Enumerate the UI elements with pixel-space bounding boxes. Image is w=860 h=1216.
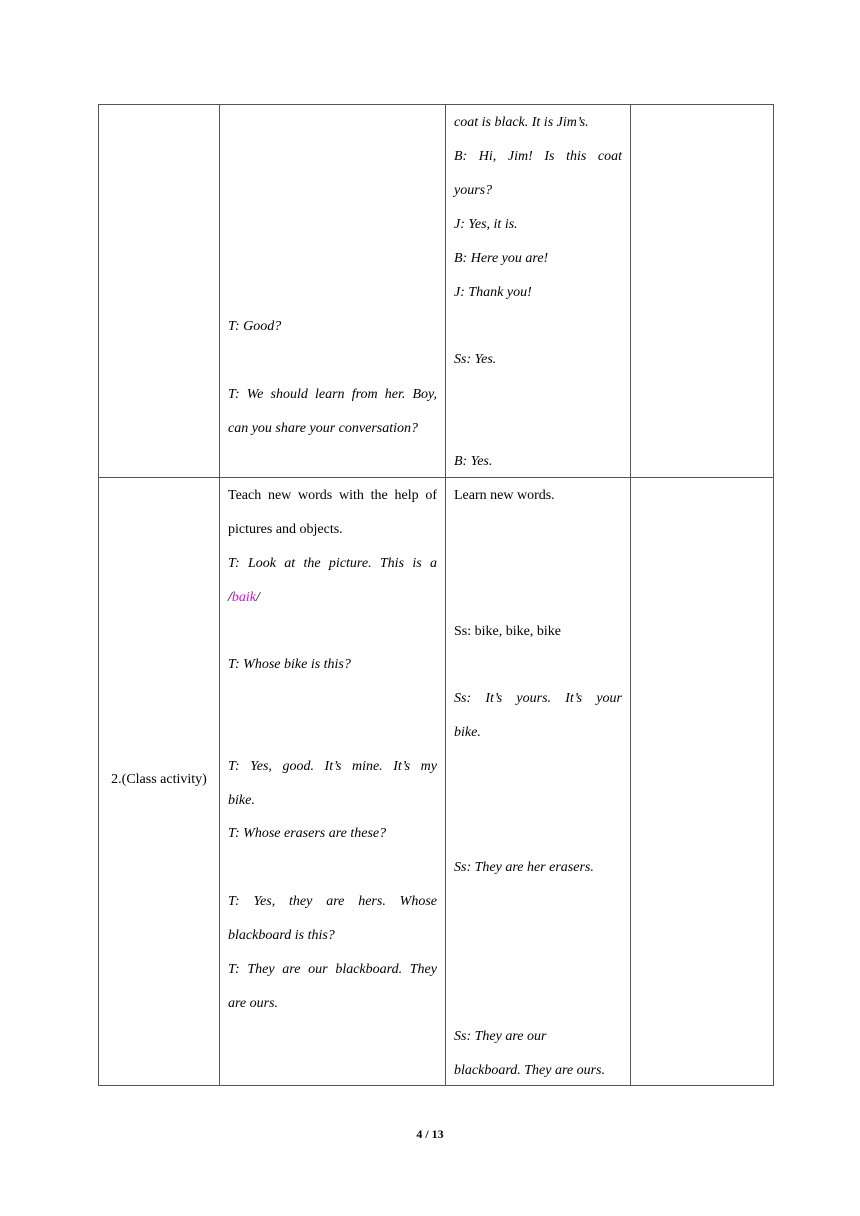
student-activity-cell bbox=[446, 105, 631, 478]
step-cell bbox=[99, 105, 220, 478]
table-row bbox=[99, 478, 774, 1086]
purpose-cell bbox=[631, 478, 774, 1086]
lesson-table bbox=[98, 104, 774, 1086]
teacher-line: T: Yes, they are hers. Whose bbox=[228, 894, 437, 909]
teacher-activity-cell bbox=[220, 478, 446, 1086]
student-line: Ss: They are our bbox=[454, 1029, 547, 1044]
student-line: J: Yes, it is. bbox=[454, 217, 518, 232]
phonetic-text: baik bbox=[231, 590, 256, 605]
student-line: Ss: It’s yours. It’s your bbox=[454, 691, 622, 706]
table-row bbox=[99, 105, 774, 478]
slash: / bbox=[256, 590, 260, 605]
teacher-line: bike. bbox=[228, 793, 255, 808]
teacher-line: T: Good? bbox=[228, 319, 282, 334]
student-activity-cell bbox=[446, 478, 631, 1086]
teacher-line: T: We should learn from her. Boy, bbox=[228, 387, 437, 402]
teacher-line: are ours. bbox=[228, 996, 279, 1011]
step-label: 2.(Class activity) bbox=[111, 772, 207, 787]
student-line: Ss: Yes. bbox=[454, 352, 497, 367]
student-line: B: Yes. bbox=[454, 454, 493, 469]
teacher-line: pictures and objects. bbox=[228, 522, 343, 537]
student-line: bike. bbox=[454, 725, 481, 740]
student-line: B: Here you are! bbox=[454, 251, 549, 266]
student-line: yours? bbox=[454, 183, 493, 198]
step-cell bbox=[99, 478, 220, 1086]
student-line: Ss: bike, bike, bike bbox=[454, 624, 561, 639]
student-line: coat is black. It is Jim’s. bbox=[454, 115, 589, 130]
teacher-line: T: Yes, good. It’s mine. It’s my bbox=[228, 759, 437, 774]
teacher-activity-cell bbox=[220, 105, 446, 478]
slash: / bbox=[228, 590, 232, 605]
student-line: J: Thank you! bbox=[454, 285, 532, 300]
teacher-line: T: Whose erasers are these? bbox=[228, 826, 387, 841]
pronunciation-line bbox=[228, 581, 437, 615]
student-line: B: Hi, Jim! Is this coat bbox=[454, 149, 622, 164]
teacher-line: T: Look at the picture. This is a bbox=[228, 556, 437, 571]
teacher-line: T: They are our blackboard. They bbox=[228, 962, 437, 977]
student-line: Ss: They are her erasers. bbox=[454, 860, 594, 875]
student-line: blackboard. They are ours. bbox=[454, 1063, 605, 1078]
purpose-cell bbox=[631, 105, 774, 478]
teacher-line: T: Whose bike is this? bbox=[228, 657, 351, 672]
student-line: Learn new words. bbox=[454, 488, 555, 503]
teacher-line: can you share your conversation? bbox=[228, 421, 418, 436]
page-number: 4 / 13 bbox=[416, 1127, 444, 1141]
teacher-line: Teach new words with the help of bbox=[228, 488, 437, 503]
teacher-line: blackboard is this? bbox=[228, 928, 335, 943]
